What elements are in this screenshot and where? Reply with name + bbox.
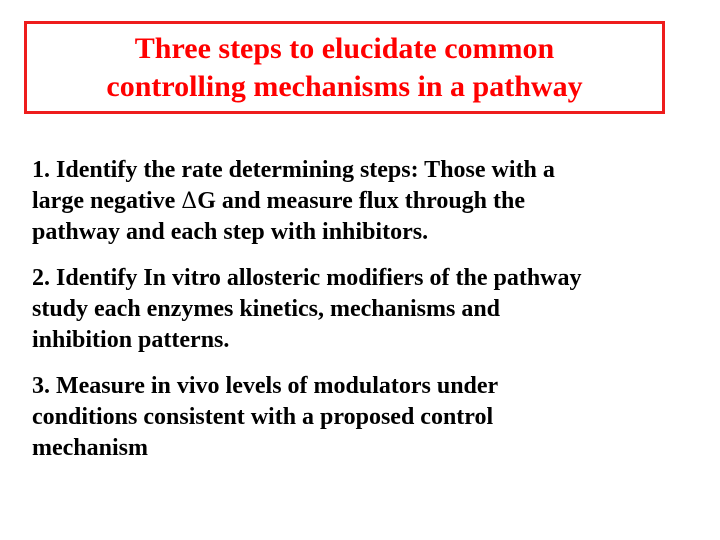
step-1-line-2-after: G and measure flux through the — [197, 188, 526, 214]
step-1 — [32, 155, 692, 248]
delta-symbol: Δ — [181, 189, 198, 214]
step-1-line-3: pathway and each step with inhibitors. — [32, 219, 429, 245]
step-1-line-2-before: large negative — [32, 188, 182, 214]
step-3-line-1: 3. Measure in vivo levels of modulators under — [32, 373, 499, 399]
step-1-line-1: 1. Identify the rate determining steps: Those with a — [32, 157, 555, 183]
step-3-line-2: conditions consistent with a proposed control — [32, 404, 494, 430]
slide-title-line-2: controlling mechanisms in a pathway — [106, 69, 583, 103]
steps-list — [32, 155, 692, 479]
step-2 — [32, 263, 692, 356]
step-1-line-2 — [32, 186, 692, 217]
slide-title-line-1: Three steps to elucidate common — [134, 31, 555, 65]
step-2-line-2: study each enzymes kinetics, mechanisms and — [32, 296, 501, 322]
title-box — [24, 21, 665, 114]
step-2-line-3: inhibition patterns. — [32, 327, 230, 353]
step-3 — [32, 371, 692, 464]
step-3-line-3: mechanism — [32, 435, 148, 461]
step-2-line-1: 2. Identify In vitro allosteric modifiers of the pathway — [32, 265, 582, 291]
